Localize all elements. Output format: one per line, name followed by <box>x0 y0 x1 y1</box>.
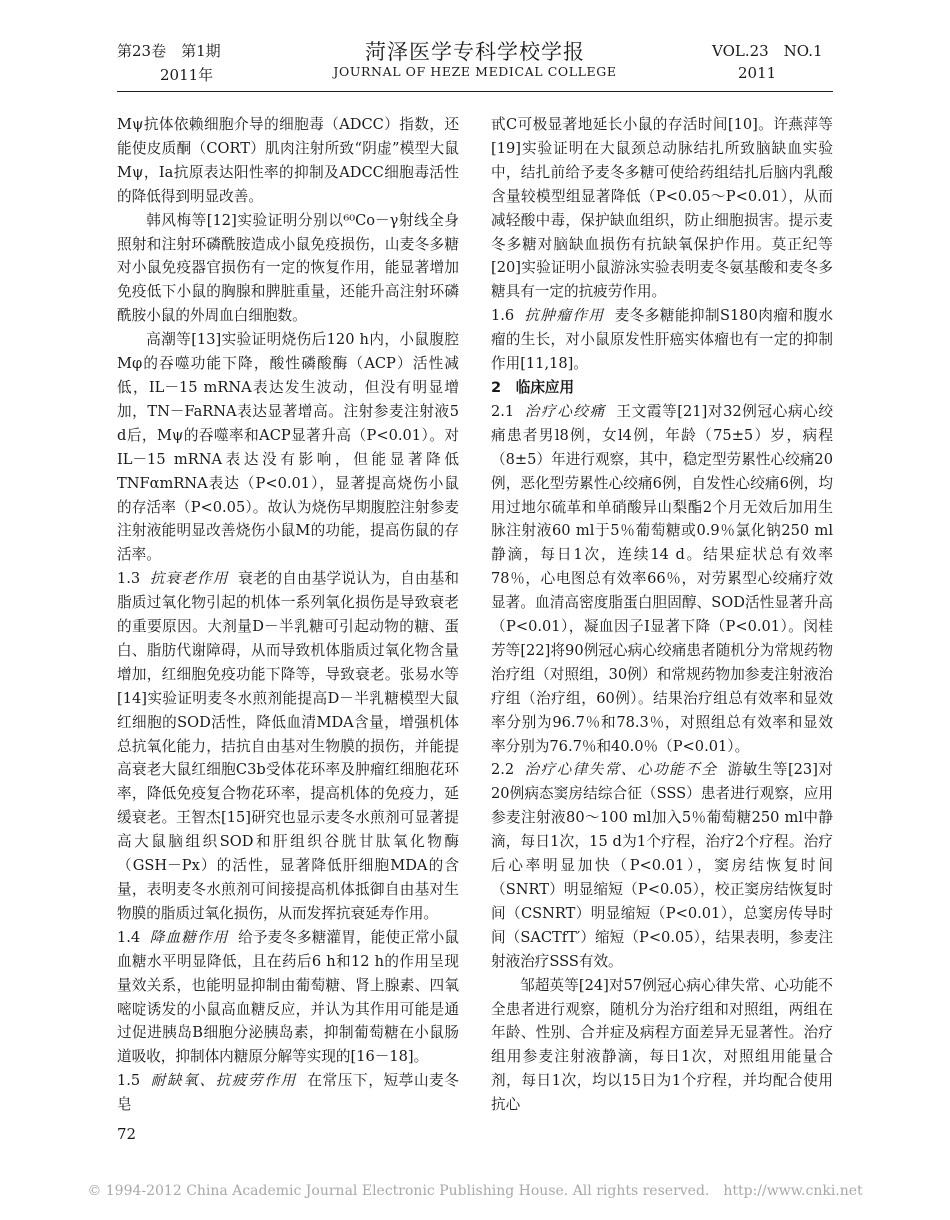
page-number: 72 <box>117 1125 137 1143</box>
section-text: 在常压下，短葶山麦冬皂 <box>117 1072 459 1114</box>
section-1-5 <box>117 1069 459 1117</box>
volume-issue-en: VOL.23 NO.1 <box>712 42 823 60</box>
header-rule <box>117 91 833 92</box>
section-text: 麦冬多糖能抑制S180肉瘤和腹水瘤的生长，对小鼠原发性肝癌实体瘤也有一定的抑制作用[11,18]。 <box>491 307 833 373</box>
section-number: 1.6 <box>491 307 515 325</box>
section-number: 1.5 <box>117 1072 141 1090</box>
section-1-4 <box>117 926 459 1069</box>
section-number: 2.2 <box>491 761 515 779</box>
paragraph: 甙C可极显著地延长小鼠的存活时间[10]。许燕萍等[19]实验证明在大鼠颈总动脉结扎所致脑缺血实验中，结扎前给予麦冬多糖可使给药组结扎后脑内乳酸含量较模型组显著降低（P<0.05～P<0.01），从而减轻酸中毒，保护缺血组织，防止细胞损害。提示麦冬多糖对脑缺血损伤有抗缺氧保护作用。莫正纪等[20]实验证明小鼠游泳实验表明麦冬氨基酸和麦冬多糖具有一定的抗疲劳作用。 <box>491 116 833 301</box>
section-2-2 <box>491 758 833 973</box>
section-text: 衰老的自由基学说认为，自由基和脂质过氧化物引起的机体一系列氧化损伤是导致衰老的重要原因。大剂量D－半乳糖可引起动物的糖、蛋白、脂肪代谢障碍，从而导致机体脂质过氧化物含量增加，红细胞免疫功能下降等，导致衰老。张易水等[14]实验证明麦冬水煎剂能提高D－半乳糖模型大鼠红细胞的SOD活性，降低血清MDA含量，增强机体总抗氧化能力，拮抗自由基对生物膜的损伤，并能提高衰老大鼠红细胞C3b受体花环率及肿瘤红细胞花环率，降低免疫复合物花环率，提高机体的免疫力，延缓衰老。王智杰[15]研究也显示麦冬水煎剂可显著提高大鼠脑组织SOD和肝组织谷胱甘肽氧化物酶（GSH－Px）的活性，显著降低肝细胞MDA的含量，表明麦冬水煎剂可间接提高机体抵御自由基对生物膜的脂质过氧化损伤，从而发挥抗衰延寿作用。 <box>117 570 460 922</box>
section-text: 王文霞等[21]对32例冠心病心绞痛患者男l8例，女l4例，年龄（75±5）岁，病程（8±5）年进行观察，其中，稳定型劳累性心绞痛20例，恶化型劳累性心绞痛6例，自发性心绞痛6例，均用过地尔硫革和单硝酸异山梨酯2个月无效后加用生脉注射液60 ml于5％葡萄糖或0.9％氯化钠250 ml静滴，每日1次，连续14 d。结果症状总有效率78％，心电图总有效率66％，对劳累型心绞痛疗效显著。血清高密度脂蛋白胆固醇、SOD活性显著升高（P<0.01），凝血因子Ⅰ显著下降（P<0.01）。闵桂芳等[22]将90例冠心病心绞痛患者随机分为常规药物治疗组（对照组，30例）和常规药物加参麦注射液治疗组（治疗组，60例）。结果治疗组总有效率和显效率分别为96.7％和78.3％，对照组总有效率和显效率分别为76.7％和40.0％（P<0.01）。 <box>491 402 834 755</box>
section-2-1 <box>491 400 833 759</box>
section-text: 给予麦冬多糖灌胃，能使正常小鼠血糖水平明显降低，且在药后6 h和12 h的作用呈现量效关系，也能明显抑制由葡萄糖、肾上腺素、四氧嘧啶诱发的小鼠高血糖反应，并认为其作用可能是通过促进胰岛B细胞分泌胰岛素，抑制葡萄糖在小鼠肠道吸收，抑制体内糖原分解等实现的[16－18]。 <box>117 928 460 1066</box>
left-column <box>117 113 459 1117</box>
section-1-3 <box>117 567 459 926</box>
paragraph: Mψ抗体依赖细胞介导的细胞毒（ADCC）指数，还能使皮质酮（CORT）肌肉注射所致“阴虚”模型大鼠Mψ，Ia抗原表达阳性率的抑制及ADCC细胞毒活性的降低得到明显改善。 <box>117 116 459 205</box>
section-title: 耐缺氧、抗疲劳作用 <box>150 1072 297 1090</box>
year-en: 2011 <box>738 64 777 82</box>
section-title: 降血糖作用 <box>149 928 229 946</box>
section-number: 2.1 <box>491 402 515 420</box>
section-title: 治疗心律失常、心功能不全 <box>524 761 718 779</box>
year-cn: 2011年 <box>160 66 214 84</box>
journal-header <box>0 40 950 90</box>
section-number: 1.4 <box>117 928 141 946</box>
section-title: 治疗心绞痛 <box>524 402 606 420</box>
section-text: 游敏生等[23]对20例病态窦房结综合征（SSS）患者进行观察，应用参麦注射液80～100 ml加入5％葡萄糖250 ml中静滴，每日1次，15 d为1个疗程，治疗2个疗程。治疗后心率明显加快（P<0.01），窦房结恢复时间（SNRT）明显缩短（P<0.05），校正窦房结恢复时间（CSNRT）明显缩短（P<0.01），总窦房传导时间（SACTfT′）缩短（P<0.05），结果表明，参麦注射液治疗SSS有效。 <box>491 761 833 970</box>
volume-issue: 第23卷 第1期 <box>117 42 221 60</box>
paragraph: 韩风梅等[12]实验证明分别以⁶⁰Co－γ射线全身照射和注射环磷酰胺造成小鼠免疫损伤，山麦冬多糖对小鼠免疫器官损伤有一定的恢复作用，能显著增加免疫低下小鼠的胸腺和脾脏重量，还能升高注射环磷酰胺小鼠的外周血白细胞数。 <box>117 211 459 325</box>
section-title: 抗衰老作用 <box>149 570 229 588</box>
section-1-6 <box>491 304 833 376</box>
section-title: 抗肿瘤作用 <box>524 307 605 325</box>
copyright-footer: © 1994-2012 China Academic Journal Electronic Publishing House. All rights reserved. http://www.cnki.net <box>87 1183 863 1199</box>
section-number: 1.3 <box>117 570 141 588</box>
right-column <box>491 113 833 1117</box>
paragraph: 高潮等[13]实验证明烧伤后120 h内，小鼠腹腔Mφ的吞噬功能下降，酸性磷酸酶（ACP）活性减低，IL－15 mRNA表达发生波动，但没有明显增加，TN－FaRNA表达显著增高。注射参麦注射液5 d后，Mψ的吞噬率和ACP显著升高（P<0.01）。对IL－15 mRNA表达没有影响，但能显著降低TNFαmRNA表达（P<0.01），显著提高烧伤小鼠的存活率（P<0.05）。故认为烧伤早期腹腔注射参麦注射液能明显改善烧伤小鼠M的功能，提高伤鼠的存活率。 <box>117 331 459 564</box>
section-2-heading: 2 临床应用 <box>491 378 575 396</box>
paragraph: 邹超英等[24]对57例冠心病心律失常、心功能不全患者进行观察，随机分为治疗组和对照组，两组在年龄、性别、合并症及病程方面差异无显著性。治疗组用参麦注射液静滴，每日1次，对照组用能量合剂，每日1次，均以15日为1个疗程，并均配合使用抗心 <box>491 976 833 1114</box>
journal-title-en: JOURNAL OF HEZE MEDICAL COLLEGE <box>333 64 617 79</box>
journal-title-cn: 菏泽医学专科学校学报 <box>365 40 585 64</box>
